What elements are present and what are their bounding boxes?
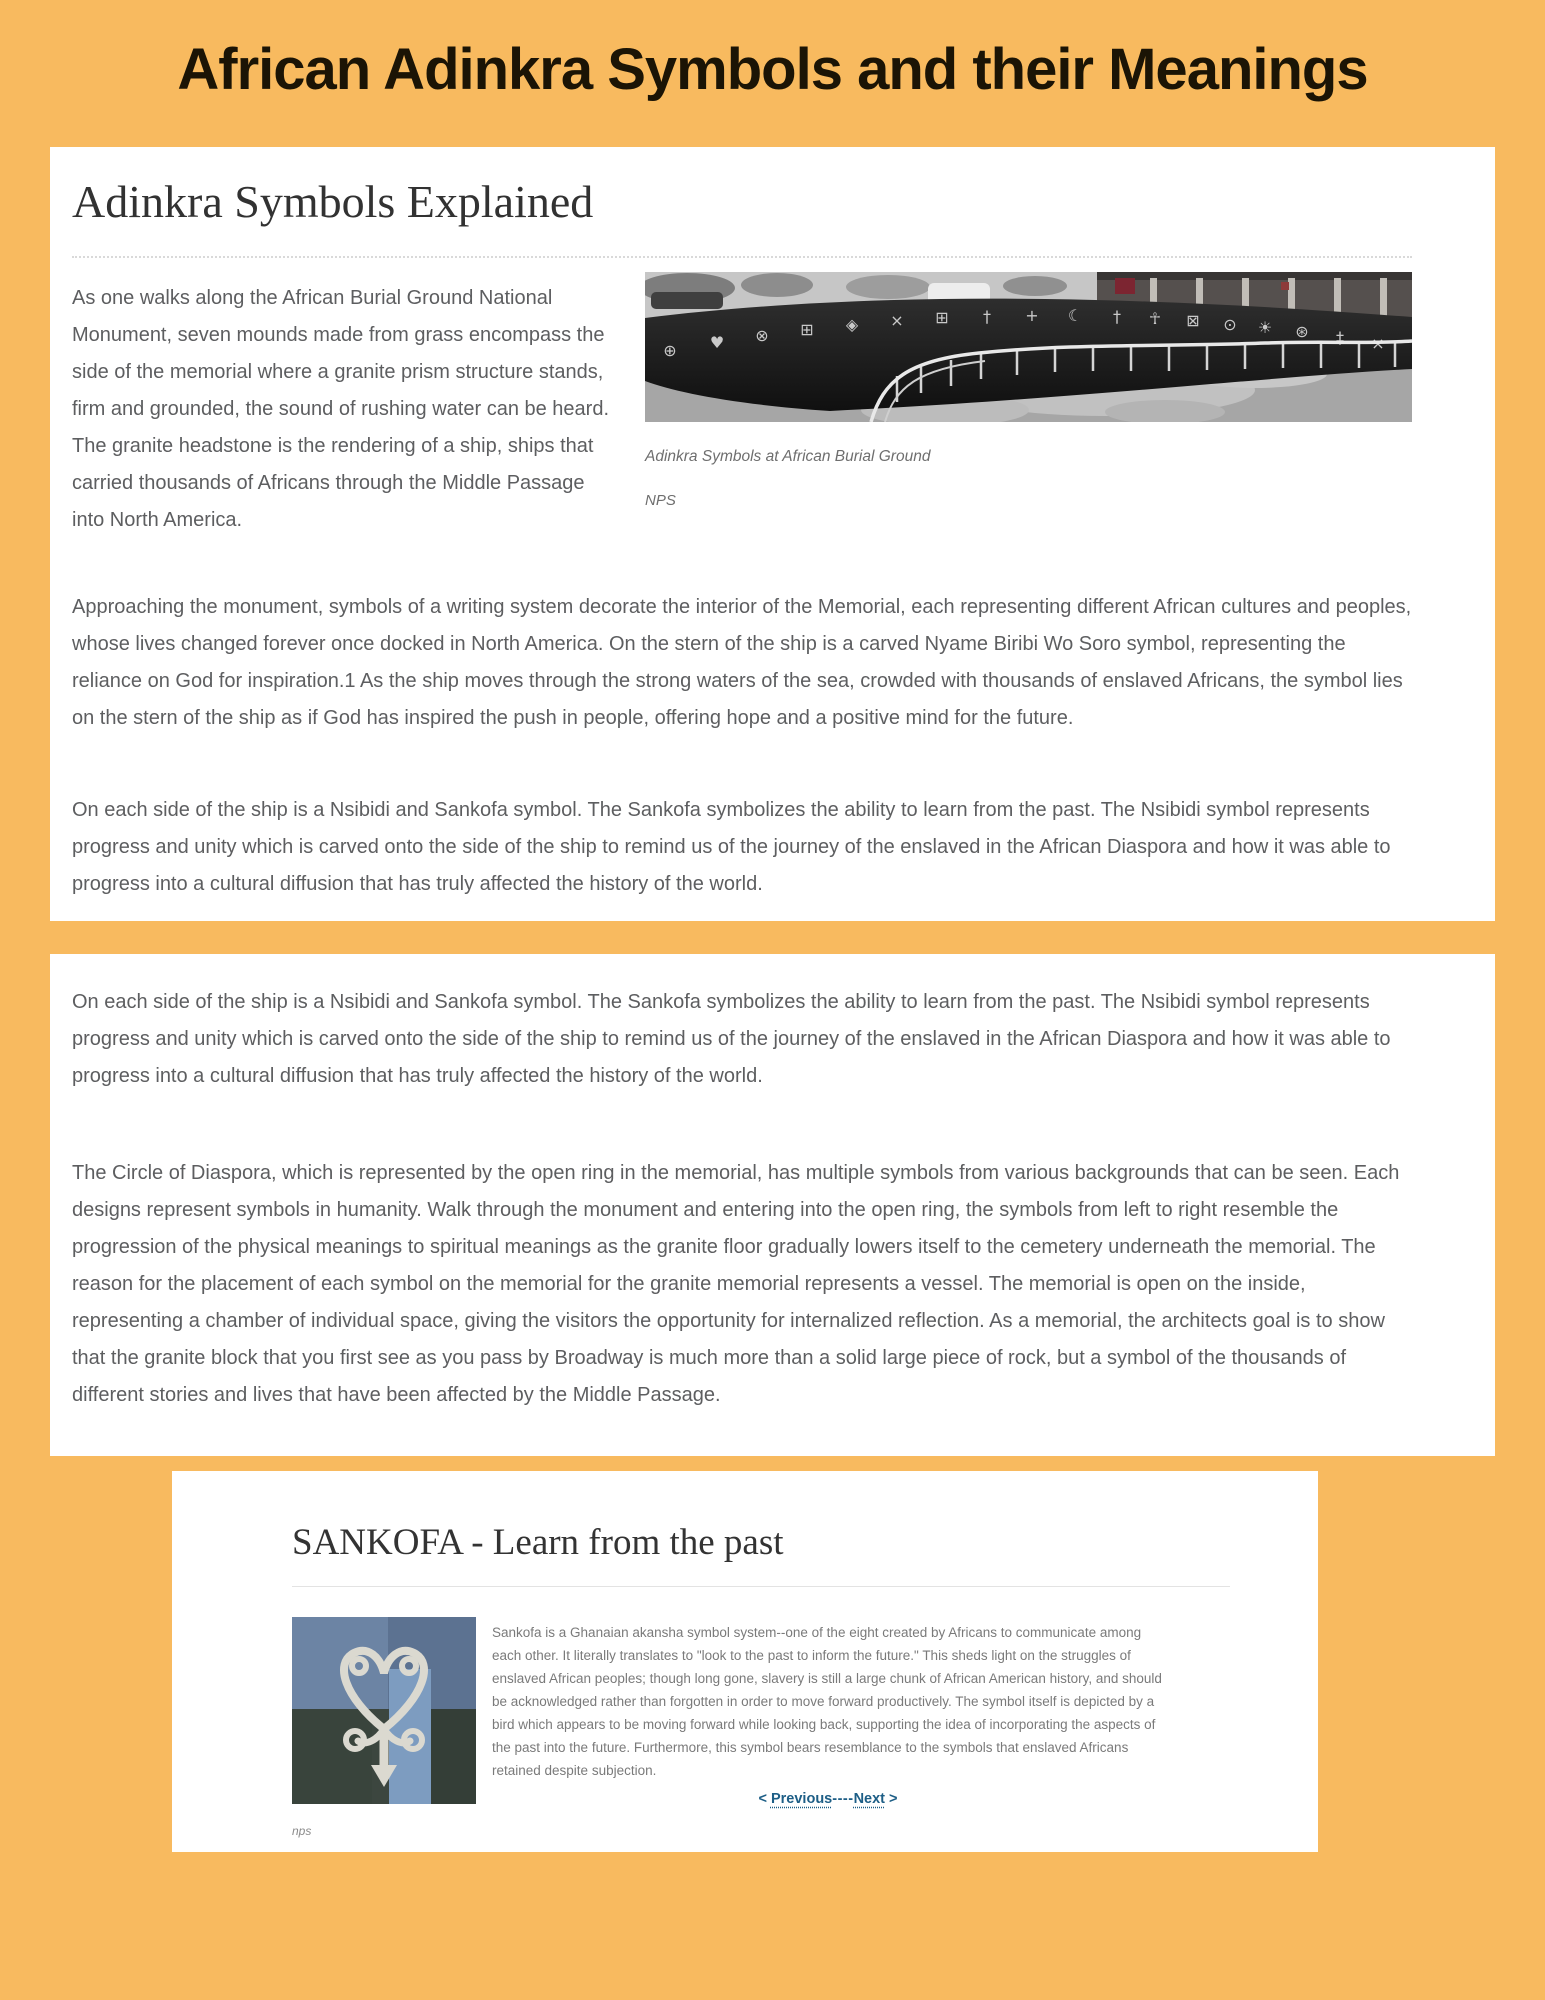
red-banner xyxy=(1115,278,1135,294)
adinkra-glyph: ⊕ xyxy=(663,341,677,360)
adinkra-glyph: ◈ xyxy=(845,315,859,334)
sankofa-text-column xyxy=(492,1617,1164,1838)
memorial-figure xyxy=(645,272,1412,539)
adinkra-glyph: ⊗ xyxy=(755,326,769,345)
memorial-photo xyxy=(645,272,1412,422)
next-link[interactable]: Next xyxy=(853,1791,885,1807)
adinkra-glyph: ⊞ xyxy=(800,320,814,339)
adinkra-glyph: × xyxy=(890,311,904,330)
adinkra-glyph: ♥ xyxy=(709,333,725,352)
article-card xyxy=(50,147,1495,921)
pager-close-bracket: > xyxy=(889,1791,898,1807)
intro-paragraph: As one walks along the African Burial Ground National Monument, seven mounds made from grass encompass the side of the memorial where a granite prism structure stands, firm and grounded, the sound of rushing water can be heard. The granite headstone is the rendering of a ship, ships that carried thousands of Africans through the Middle Passage into North America. xyxy=(72,287,610,531)
sankofa-figure xyxy=(292,1617,476,1838)
adinkra-glyph: ⊠ xyxy=(1186,311,1200,330)
parked-car xyxy=(651,292,723,309)
previous-link[interactable]: Previous xyxy=(770,1791,833,1807)
adinkra-glyph: ☾ xyxy=(1067,306,1083,325)
adinkra-glyph: + xyxy=(1025,306,1039,325)
adinkra-glyph: × xyxy=(1371,334,1385,353)
sankofa-symbol-image xyxy=(292,1617,476,1804)
intro-column xyxy=(72,272,612,539)
pager-dashes: ---- xyxy=(832,1791,854,1807)
intro-and-photo-row xyxy=(72,272,1412,539)
sankofa-body: Sankofa is a Ghanaian akansha symbol system--one of the eight created by Africans to communicate among each other. It literally translates to "look to the past to inform the future." This sheds light on the struggles of enslaved African peoples; though long gone, slavery is still a large chunk of African American history, and should be acknowledged rather than forgotten in order to move forward productively. The symbol itself is depicted by a bird which appears to be moving forward while looking back, supporting the idea of incorporating the aspects of the past into the future. Furthermore, this symbol bears resemblance to the symbols that enslaved Africans retained despite subjection. xyxy=(492,1625,1162,1778)
pager-open-bracket: < xyxy=(758,1791,767,1807)
pager xyxy=(492,1791,1164,1807)
paragraph: Approaching the monument, symbols of a writing system decorate the interior of the Memorial, each representing different African cultures and peoples, whose lives changed forever once docked in North America. On the stern of the ship is a carved Nyame Biribi Wo Soro symbol, representing the reliance on God for inspiration.1 As the ship moves through the strong waters of the sea, crowded with thousands of enslaved Africans, the symbol lies on the stern of the ship as if God has inspired the push in people, offering hope and a positive mind for the future. xyxy=(72,596,1412,729)
adinkra-glyph: ☀ xyxy=(1257,318,1273,337)
sankofa-heading: SANKOFA - Learn from the past xyxy=(292,1522,784,1563)
photo-caption: Adinkra Symbols at African Burial Ground xyxy=(645,448,931,465)
sankofa-divider xyxy=(292,1586,1230,1587)
adinkra-glyph: † xyxy=(1113,307,1121,326)
heading-divider xyxy=(72,256,1412,258)
paragraph: On each side of the ship is a Nsibidi and Sankofa symbol. The Sankofa symbolizes the ability to learn from the past. The Nsibidi symbol represents progress and unity which is carved onto the side of the ship to remind us of the journey of the enslaved in the African Diaspora and how it was able to progress into a cultural diffusion that has truly affected the history of the world. xyxy=(72,799,1391,895)
sankofa-row xyxy=(292,1617,1230,1838)
article-heading: Adinkra Symbols Explained xyxy=(72,176,594,227)
adinkra-glyph: ⊞ xyxy=(935,308,949,327)
paragraph: On each side of the ship is a Nsibidi and Sankofa symbol. The Sankofa symbolizes the ability to learn from the past. The Nsibidi symbol represents progress and unity which is carved onto the side of the ship to remind us of the journey of the enslaved in the African Diaspora and how it was able to progress into a cultural diffusion that has truly affected the history of the world. xyxy=(72,991,1391,1087)
adinkra-glyph: ☥ xyxy=(1149,309,1161,328)
adinkra-glyph: ⊛ xyxy=(1295,322,1309,341)
paragraph: The Circle of Diaspora, which is represented by the open ring in the memorial, has multiple symbols from various backgrounds that can be seen. Each designs represent symbols in humanity. Walk through the monument and entering into the open ring, the symbols from left to right resemble the progression of the physical meanings to spiritual meanings as the granite floor gradually lowers itself to the cemetery underneath the memorial. The reason for the placement of each symbol on the memorial for the granite memorial represents a vessel. The memorial is open on the inside, representing a chamber of individual space, giving the visitors the opportunity for internalized reflection. As a memorial, the architects goal is to show that the granite block that you first see as you pass by Broadway is much more than a solid large piece of rock, but a symbol of the thousands of different stories and lives that have been affected by the Middle Passage. xyxy=(72,1162,1400,1406)
page-title: African Adinkra Symbols and their Meanings xyxy=(177,37,1368,102)
adinkra-glyph: ⊙ xyxy=(1223,315,1237,334)
sankofa-card xyxy=(172,1471,1318,1852)
section-two-card xyxy=(50,954,1495,1456)
photo-credit: NPS xyxy=(645,492,676,509)
adinkra-glyph: † xyxy=(983,307,991,326)
adinkra-glyph: ‡ xyxy=(1336,328,1344,347)
sankofa-credit: nps xyxy=(292,1824,312,1838)
